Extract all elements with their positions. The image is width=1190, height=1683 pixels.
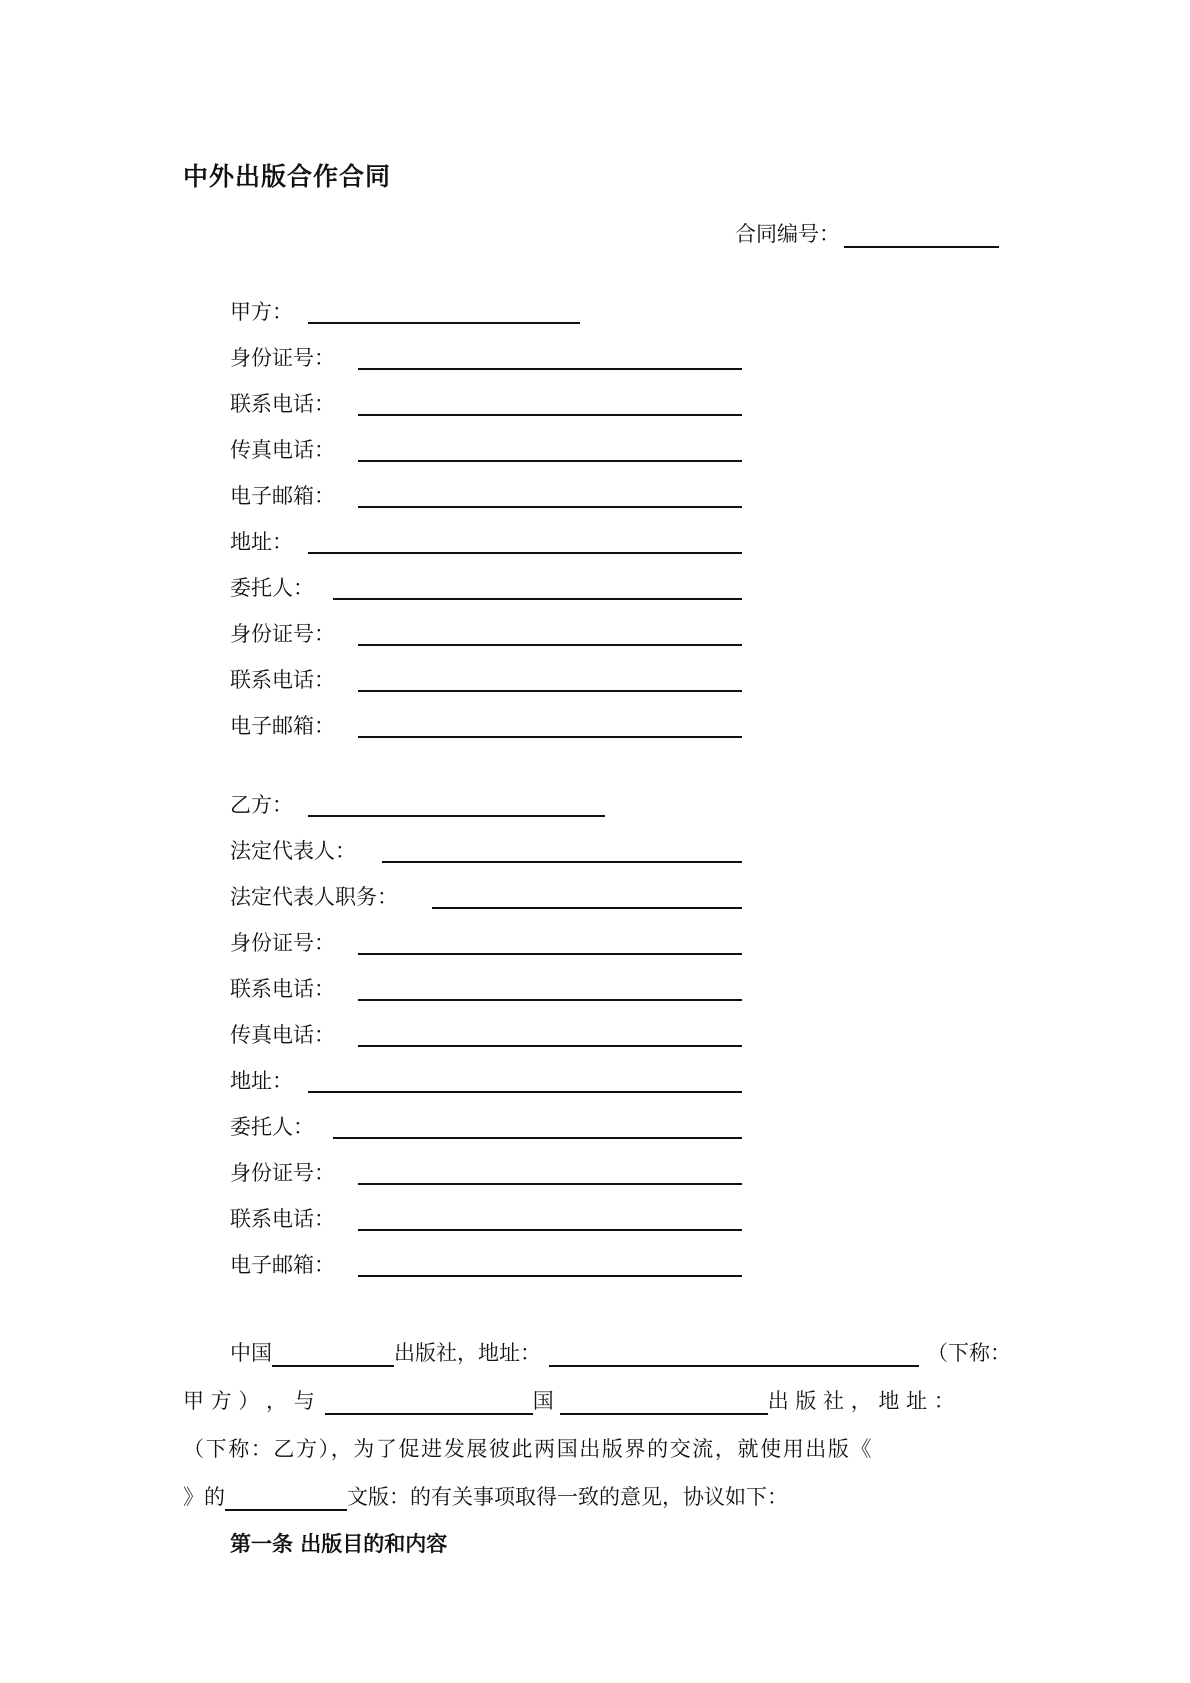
contract-number [735,218,999,248]
party-b-name-blank[interactable] [308,815,605,817]
paragraph-line-4 [183,1481,788,1511]
party-a-agent-email-blank[interactable] [358,736,742,738]
field-label: 法定代表人： [230,839,356,863]
party-b-phone-field [230,973,335,1001]
party-b-id-field [230,927,335,955]
party-a-agent-email-field [230,710,335,738]
party-a-id-field [230,342,335,370]
party-a-agent-phone-blank[interactable] [358,690,742,692]
field-label: 传真电话： [230,1023,335,1047]
party-a-name-blank[interactable] [308,322,580,324]
party-a-phone-blank[interactable] [358,414,742,416]
party-b-agent-phone-blank[interactable] [358,1229,742,1231]
field-label: 法定代表人职务： [230,885,398,909]
field-label: 身份证号： [230,931,335,955]
text: （下称：乙方），为了促进发展彼此两国出版界的交流，就使用出版《 [183,1437,874,1461]
field-label: 联系电话： [230,1207,335,1231]
party-a-address-field [230,526,293,554]
publisher-name-blank[interactable] [272,1343,394,1367]
document-title: 中外出版合作合同 [183,162,392,191]
text: 中国 [230,1341,272,1365]
field-label: 委托人： [230,1115,314,1139]
field-label: 地址： [230,530,293,554]
party-b-address-blank[interactable] [308,1091,742,1093]
text: 文版：的有关事项取得一致的意见，协议如下： [347,1485,788,1509]
field-label: 乙方： [230,793,293,817]
party-a-agent-id-blank[interactable] [358,644,742,646]
party-a-address-blank[interactable] [308,552,742,554]
text: 国 [532,1389,554,1413]
field-label: 电子邮箱： [230,714,335,738]
party-b-agent-id-field [230,1157,335,1185]
party-b-agent-email-blank[interactable] [358,1275,742,1277]
field-label: 传真电话： [230,438,335,462]
party-b-agent-phone-field [230,1203,335,1231]
field-label: 联系电话： [230,668,335,692]
text: 甲 方 ） ， 与 [183,1389,315,1413]
party-b-phone-blank[interactable] [358,999,742,1001]
party-a-id-blank[interactable] [358,368,742,370]
field-label: 身份证号： [230,1161,335,1185]
party-b-legal-rep-title-blank[interactable] [432,907,742,909]
field-label: 身份证号： [230,346,335,370]
contract-number-blank[interactable] [844,226,999,248]
field-label: 电子邮箱： [230,1253,335,1277]
language-blank[interactable] [225,1487,347,1511]
party-b-fax-field [230,1019,335,1047]
foreign-publisher-blank[interactable] [560,1391,768,1415]
party-a-agent-id-field [230,618,335,646]
party-a-agent-field [230,572,314,600]
party-b-name-field [230,789,293,817]
party-b-agent-email-field [230,1249,335,1277]
party-b-legal-rep-title-field [230,881,398,909]
party-a-fax-blank[interactable] [358,460,742,462]
party-b-id-blank[interactable] [358,953,742,955]
text: 出版社，地址： [394,1341,541,1365]
text: 出 版 社 ， 地 址 ： [767,1389,955,1413]
party-b-agent-blank[interactable] [333,1137,742,1139]
field-label: 联系电话： [230,392,335,416]
contract-number-label: 合同编号： [735,222,840,246]
party-b-legal-rep-field [230,835,356,863]
paragraph-line-3 [183,1433,873,1463]
article-1-heading: 第一条 出版目的和内容 [230,1531,448,1556]
party-a-name-field [230,296,293,324]
party-a-fax-field [230,434,335,462]
text: 》的 [183,1485,225,1509]
field-label: 身份证号： [230,622,335,646]
field-label: 电子邮箱： [230,484,335,508]
field-label: 联系电话： [230,977,335,1001]
paragraph-line-2 [183,1385,955,1415]
party-b-legal-rep-blank[interactable] [382,861,742,863]
party-a-email-field [230,480,335,508]
publisher-address-blank[interactable] [549,1343,919,1367]
party-a-agent-blank[interactable] [333,598,742,600]
party-a-agent-phone-field [230,664,335,692]
party-b-agent-id-blank[interactable] [358,1183,742,1185]
field-label: 地址： [230,1069,293,1093]
field-label: 甲方： [230,300,293,324]
party-b-agent-field [230,1111,314,1139]
party-a-phone-field [230,388,335,416]
country-blank[interactable] [325,1391,533,1415]
text: （下称： [927,1341,1011,1365]
party-b-fax-blank[interactable] [358,1045,742,1047]
party-b-address-field [230,1065,293,1093]
field-label: 委托人： [230,576,314,600]
party-a-email-blank[interactable] [358,506,742,508]
paragraph-line-1 [183,1337,1011,1367]
